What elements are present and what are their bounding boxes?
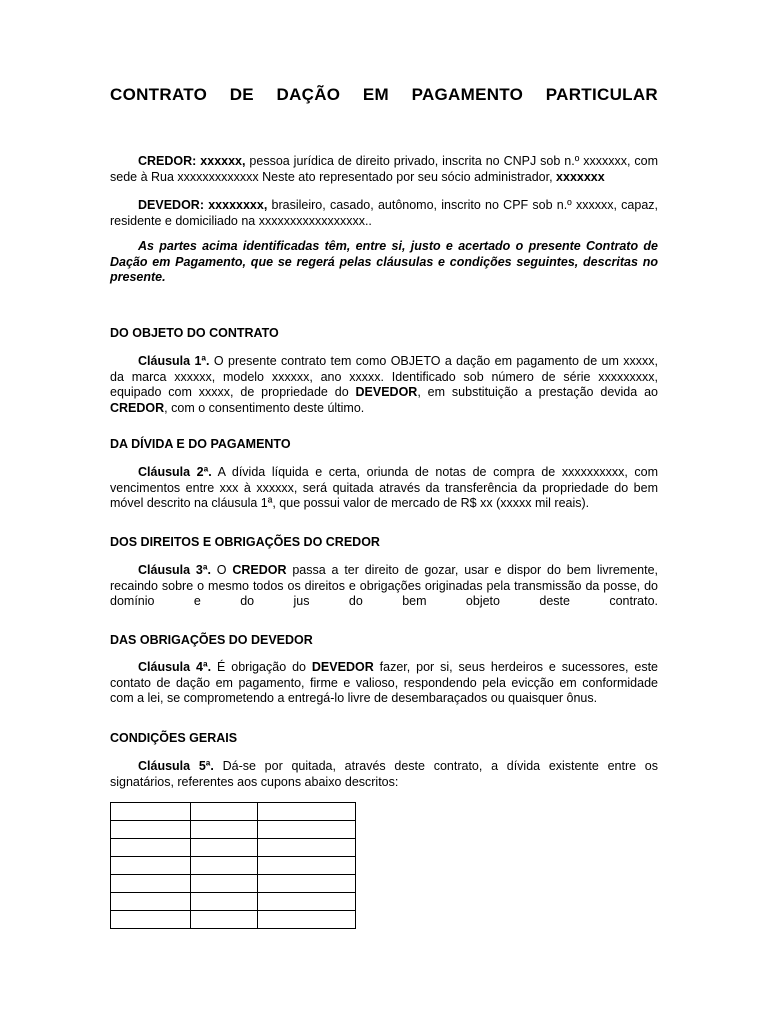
clause-2-paragraph	[110, 465, 658, 512]
table-cell	[258, 803, 356, 821]
clause-3-text-2: passa a ter direito de gozar, usar e dispor do bem livremente, recaindo sobre o mesmo todos os direitos e obrigações originadas pela transmissão da posse, do domínio e do jus do bem objeto deste contrato.	[110, 563, 658, 608]
devedor-text: brasileiro, casado, autônomo, inscrito no CPF sob n.º xxxxxx, capaz, residente e domiciliado na xxxxxxxxxxxxxxxxx..	[110, 198, 658, 228]
table-cell	[258, 821, 356, 839]
table-row	[111, 893, 356, 911]
devedor-name: xxxxxxxx,	[208, 198, 268, 212]
cupons-table	[110, 802, 356, 929]
clause-1-paragraph	[110, 354, 658, 416]
clause-1-credor: CREDOR	[110, 400, 165, 415]
clause-3-credor: CREDOR	[232, 563, 287, 577]
clause-3-paragraph	[110, 563, 658, 610]
credor-representative: xxxxxxx	[556, 169, 605, 184]
credor-label: CREDOR:	[138, 154, 197, 168]
clause-1-text-2: , em substituição a prestação devida ao	[417, 385, 658, 399]
section-heading-objeto: DO OBJETO DO CONTRATO	[110, 326, 279, 340]
intro-paragraph: As partes acima identificadas têm, entre si, justo e acertado o presente Contrato de Dação em Pagamento, que se regerá pelas cláusulas e condições seguintes, descritas no presente.	[110, 239, 658, 284]
table-cell	[258, 911, 356, 929]
table-cell	[111, 911, 191, 929]
table-row	[111, 839, 356, 857]
table-row	[111, 875, 356, 893]
table-cell	[258, 839, 356, 857]
table-cell	[258, 857, 356, 875]
clause-5-label: Cláusula 5ª.	[138, 759, 214, 773]
section-heading-gerais: CONDIÇÕES GERAIS	[110, 731, 238, 745]
table-cell	[191, 857, 258, 875]
clause-4-devedor: DEVEDOR	[311, 660, 374, 674]
credor-paragraph	[110, 154, 658, 185]
section-heading-divida: DA DÍVIDA E DO PAGAMENTO	[110, 437, 291, 451]
document-title: CONTRATO DE DAÇÃO EM PAGAMENTO PARTICULAR	[110, 85, 658, 104]
credor-text: pessoa jurídica de direito privado, inscrita no CNPJ sob n.º xxxxxxx, com sede à Rua xxxxxxxxxxxxx Neste ato representado por seu sócio administrador,	[110, 154, 658, 184]
table-cell	[111, 857, 191, 875]
clause-4-text: É obrigação do	[211, 660, 312, 674]
table-cell	[191, 893, 258, 911]
devedor-label: DEVEDOR:	[138, 198, 204, 212]
clause-4-text-2: fazer, por si, seus herdeiros e sucessores, este contato de dação em pagamento, firme e valioso, respondendo pela evicção em conformidade com a lei, se comprometendo a entregá-lo livre de desembaraçados ou quaisquer ônus.	[110, 660, 659, 705]
table-cell	[111, 803, 191, 821]
section-heading-devedor: DAS OBRIGAÇÕES DO DEVEDOR	[110, 633, 313, 647]
clause-1-text: O presente contrato tem como OBJETO a dação em pagamento de um xxxxx, da marca xxxxxx, modelo xxxxxx, ano xxxxx. Identificado sob número de série xxxxxxxxx, equipado com xxxxx, de propriedade do	[110, 354, 659, 399]
devedor-paragraph	[110, 198, 658, 229]
table-cell	[111, 821, 191, 839]
clause-2-label: Cláusula 2ª.	[138, 465, 212, 479]
table-row	[111, 857, 356, 875]
table-row	[111, 821, 356, 839]
table-row	[111, 911, 356, 929]
table-cell	[191, 875, 258, 893]
table-cell	[191, 911, 258, 929]
clause-3-label: Cláusula 3ª.	[138, 563, 211, 577]
credor-name: xxxxxx,	[200, 154, 246, 168]
table-row	[111, 803, 356, 821]
table-cell	[191, 803, 258, 821]
table-cell	[111, 839, 191, 857]
clause-5-text: Dá-se por quitada, através deste contrato, a dívida existente entre os signatários, referentes aos cupons abaixo descritos:	[110, 759, 659, 789]
clause-5-paragraph	[110, 759, 658, 790]
clause-1-devedor: DEVEDOR	[355, 385, 418, 399]
section-heading-credor: DOS DIREITOS E OBRIGAÇÕES DO CREDOR	[110, 535, 380, 549]
table-cell	[258, 893, 356, 911]
clause-1-text-3: , com o consentimento deste último.	[164, 400, 365, 415]
table-cell	[111, 875, 191, 893]
table-cell	[191, 821, 258, 839]
clause-1-label: Cláusula 1ª.	[138, 354, 210, 368]
table-cell	[191, 839, 258, 857]
clause-3-text: O	[210, 563, 233, 577]
clause-4-label: Cláusula 4ª.	[138, 660, 212, 674]
table-cell	[111, 893, 191, 911]
clause-2-text: A dívida líquida e certa, oriunda de notas de compra de xxxxxxxxxx, com vencimentos entre xxx à xxxxxx, será quitada através da transferência da propriedade do bem móvel descrito na cláusula 1ª, que possui valor de mercado de R$ xx (xxxxx mil reais).	[110, 465, 658, 510]
table-cell	[258, 875, 356, 893]
clause-4-paragraph	[110, 660, 658, 707]
